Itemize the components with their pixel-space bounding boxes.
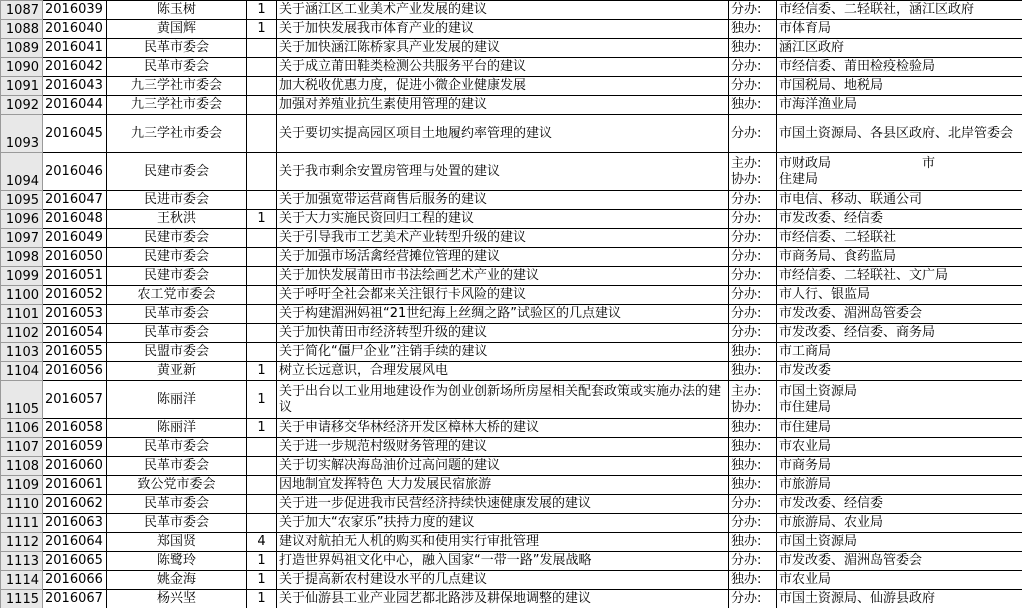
handling-mode-label: 分办: <box>731 287 762 302</box>
cell-handling-mode[interactable] <box>729 115 777 153</box>
cell-proposer[interactable]: 黄亚新 <box>107 362 247 381</box>
organization-text: 市体育局 <box>779 21 832 36</box>
cell-count[interactable]: 1 <box>247 552 277 571</box>
row-header[interactable]: 1087 <box>1 1 43 20</box>
row-header[interactable]: 1088 <box>1 20 43 39</box>
cell-proposal-code[interactable]: 2016058 <box>43 419 107 438</box>
cell-handling-mode[interactable] <box>729 229 777 248</box>
cell-proposer[interactable]: 九三学社市委会 <box>107 96 247 115</box>
organization-text: 市发改委、经信委、商务局 <box>779 325 936 340</box>
cell-proposal-code[interactable]: 2016045 <box>43 115 107 153</box>
cell-count[interactable]: 4 <box>247 533 277 552</box>
cell-proposal-code[interactable]: 2016039 <box>43 1 107 20</box>
cell-count[interactable] <box>247 457 277 476</box>
row-header[interactable]: 1109 <box>1 476 43 495</box>
cell-handling-mode[interactable] <box>729 286 777 305</box>
cell-responsible-organization[interactable] <box>777 20 1022 39</box>
organization-text: 市工商局 <box>779 344 832 359</box>
cell-proposal-code[interactable]: 2016044 <box>43 96 107 115</box>
row-header[interactable]: 1115 <box>1 590 43 608</box>
table-row <box>1 438 1022 457</box>
cell-responsible-organization[interactable] <box>777 533 1022 552</box>
row-header[interactable]: 1107 <box>1 438 43 457</box>
cell-proposal-code[interactable]: 2016040 <box>43 20 107 39</box>
cell-handling-mode[interactable] <box>729 305 777 324</box>
cell-proposal-code[interactable]: 2016052 <box>43 286 107 305</box>
cell-count[interactable] <box>247 438 277 457</box>
cell-count[interactable] <box>247 495 277 514</box>
cell-handling-mode[interactable] <box>729 20 777 39</box>
cell-handling-mode[interactable] <box>729 419 777 438</box>
handling-mode-label: 分办: <box>731 325 762 340</box>
row-header[interactable]: 1114 <box>1 571 43 590</box>
organization-text: 市国土资源局 <box>779 383 858 399</box>
cell-proposal-title[interactable]: 关于加大“农家乐”扶持力度的建议 <box>277 514 729 533</box>
cell-proposal-title[interactable]: 因地制宜发挥特色 大力发展民宿旅游 <box>277 476 729 495</box>
row-header[interactable]: 1106 <box>1 419 43 438</box>
cell-handling-mode[interactable] <box>729 153 777 191</box>
cell-responsible-organization[interactable] <box>777 381 1022 419</box>
table-row <box>1 495 1022 514</box>
cell-proposal-title[interactable]: 关于构建湄洲妈祖“21世纪海上丝绸之路”试验区的几点建议 <box>277 305 729 324</box>
organization-text: 市发改委 <box>779 363 832 378</box>
handling-mode-label: 独办: <box>731 21 762 36</box>
cell-proposal-code[interactable]: 2016066 <box>43 571 107 590</box>
row-header[interactable]: 1105 <box>1 381 43 419</box>
cell-responsible-organization[interactable] <box>777 419 1022 438</box>
table-row <box>1 248 1022 267</box>
handling-mode-label: 分办: <box>731 591 762 606</box>
cell-proposer[interactable]: 王秋洪 <box>107 210 247 229</box>
cell-proposal-code[interactable]: 2016047 <box>43 191 107 210</box>
cell-responsible-organization[interactable] <box>777 229 1022 248</box>
organization-text: 市旅游局、农业局 <box>779 515 884 530</box>
cell-proposer[interactable]: 民革市委会 <box>107 438 247 457</box>
cell-proposal-title[interactable]: 建议对航拍无人机的购买和使用实行审批管理 <box>277 533 729 552</box>
cell-count[interactable] <box>247 96 277 115</box>
row-header[interactable]: 1098 <box>1 248 43 267</box>
cell-proposal-code[interactable]: 2016050 <box>43 248 107 267</box>
cell-responsible-organization[interactable] <box>777 96 1022 115</box>
handling-mode-label: 分办: <box>731 249 762 264</box>
cell-proposal-title[interactable]: 打造世界妈祖文化中心，融入国家“一带一路”发展战略 <box>277 552 729 571</box>
organization-text: 市国土资源局、仙游县政府 <box>779 591 936 606</box>
cell-proposal-title[interactable]: 加强对养殖业抗生素使用管理的建议 <box>277 96 729 115</box>
cell-proposal-code[interactable]: 2016057 <box>43 381 107 419</box>
cell-count[interactable] <box>247 153 277 191</box>
row-header[interactable]: 1111 <box>1 514 43 533</box>
cell-proposal-title[interactable]: 关于进一步促进我市民营经济持续快速健康发展的建议 <box>277 495 729 514</box>
cell-handling-mode[interactable] <box>729 58 777 77</box>
cell-handling-mode[interactable] <box>729 590 777 608</box>
organization-text: 市电信、移动、联通公司 <box>779 192 923 207</box>
cell-handling-mode[interactable] <box>729 343 777 362</box>
cell-count[interactable]: 1 <box>247 1 277 20</box>
cell-responsible-organization[interactable] <box>777 324 1022 343</box>
cell-proposal-title[interactable]: 关于加快发展莆田市书法绘画艺术产业的建议 <box>277 267 729 286</box>
cell-responsible-organization[interactable] <box>777 58 1022 77</box>
table-row <box>1 324 1022 343</box>
handling-mode-label: 分办: <box>731 192 762 207</box>
cell-responsible-organization[interactable] <box>777 248 1022 267</box>
cell-proposer[interactable]: 民进市委会 <box>107 191 247 210</box>
cell-proposal-code[interactable]: 2016063 <box>43 514 107 533</box>
cell-handling-mode[interactable] <box>729 438 777 457</box>
handling-mode-label: 分办: <box>731 59 762 74</box>
cell-proposal-title[interactable]: 关于我市剩余安置房管理与处置的建议 <box>277 153 729 191</box>
handling-mode-label: 独办: <box>731 363 762 378</box>
cell-handling-mode[interactable] <box>729 381 777 419</box>
cell-proposer[interactable]: 民建市委会 <box>107 267 247 286</box>
table-row <box>1 115 1022 153</box>
cell-proposer[interactable]: 民革市委会 <box>107 495 247 514</box>
cell-handling-mode[interactable] <box>729 533 777 552</box>
cell-proposal-code[interactable]: 2016054 <box>43 324 107 343</box>
organization-text: 市发改委、经信委 <box>779 496 884 511</box>
cell-proposal-code[interactable]: 2016055 <box>43 343 107 362</box>
cell-proposal-title[interactable]: 关于加强宽带运营商售后服务的建议 <box>277 191 729 210</box>
handling-mode-label: 分办: <box>731 306 762 321</box>
cell-proposer[interactable]: 陈鹭玲 <box>107 552 247 571</box>
organization-text: 市发改委、湄洲岛管委会 <box>779 553 923 568</box>
cell-proposer[interactable]: 民建市委会 <box>107 248 247 267</box>
cell-handling-mode[interactable] <box>729 362 777 381</box>
cell-responsible-organization[interactable] <box>777 153 1022 191</box>
cell-proposal-title[interactable]: 关于提高新农村建设水平的几点建议 <box>277 571 729 590</box>
cell-proposal-title[interactable]: 关于简化“僵尸企业”注销手续的建议 <box>277 343 729 362</box>
organization-text: 市发改委、经信委 <box>779 211 884 226</box>
cell-responsible-organization[interactable] <box>777 476 1022 495</box>
cell-count[interactable]: 1 <box>247 571 277 590</box>
cell-responsible-organization[interactable] <box>777 210 1022 229</box>
cell-proposal-code[interactable]: 2016064 <box>43 533 107 552</box>
cell-proposal-title[interactable]: 树立长远意识，合理发展风电 <box>277 362 729 381</box>
organization-text-secondary: 住建局 <box>779 171 819 187</box>
handling-mode-label: 主办: <box>731 155 762 171</box>
cell-count[interactable]: 1 <box>247 419 277 438</box>
cell-handling-mode[interactable] <box>729 248 777 267</box>
row-header[interactable]: 1089 <box>1 39 43 58</box>
cell-proposer[interactable]: 民革市委会 <box>107 457 247 476</box>
table-row <box>1 381 1022 419</box>
cell-handling-mode[interactable] <box>729 191 777 210</box>
cell-responsible-organization[interactable] <box>777 39 1022 58</box>
cell-proposal-code[interactable]: 2016048 <box>43 210 107 229</box>
cell-responsible-organization[interactable] <box>777 514 1022 533</box>
handling-mode-label: 独办: <box>731 97 762 112</box>
cell-responsible-organization[interactable] <box>777 305 1022 324</box>
organization-text: 市海洋渔业局 <box>779 97 858 112</box>
cell-proposal-code[interactable]: 2016041 <box>43 39 107 58</box>
table-row <box>1 20 1022 39</box>
organization-text: 市国土资源局、各县区政府、北岸管委会 <box>779 125 1014 141</box>
cell-handling-mode[interactable] <box>729 210 777 229</box>
row-header[interactable]: 1101 <box>1 305 43 324</box>
cell-count[interactable]: 1 <box>247 362 277 381</box>
cell-proposer[interactable]: 民建市委会 <box>107 153 247 191</box>
handling-mode-label: 分办: <box>731 553 762 568</box>
organization-text: 市农业局 <box>779 439 832 454</box>
handling-mode-label-secondary: 协办: <box>731 399 762 415</box>
row-header[interactable]: 1113 <box>1 552 43 571</box>
table-row <box>1 343 1022 362</box>
cell-proposer[interactable]: 民革市委会 <box>107 58 247 77</box>
cell-responsible-organization[interactable] <box>777 457 1022 476</box>
row-header[interactable]: 1096 <box>1 210 43 229</box>
row-header[interactable]: 1093 <box>1 115 43 153</box>
cell-proposer[interactable]: 民革市委会 <box>107 39 247 58</box>
cell-proposal-title[interactable]: 关于申请移交华林经济开发区樟林大桥的建议 <box>277 419 729 438</box>
cell-responsible-organization[interactable] <box>777 115 1022 153</box>
cell-proposer[interactable]: 民盟市委会 <box>107 343 247 362</box>
cell-proposal-code[interactable]: 2016062 <box>43 495 107 514</box>
cell-proposal-code[interactable]: 2016046 <box>43 153 107 191</box>
row-header[interactable]: 1091 <box>1 77 43 96</box>
cell-proposer[interactable]: 民革市委会 <box>107 305 247 324</box>
table-row <box>1 267 1022 286</box>
cell-proposal-title[interactable]: 关于成立莆田鞋类检测公共服务平台的建议 <box>277 58 729 77</box>
cell-responsible-organization[interactable] <box>777 267 1022 286</box>
handling-mode-label: 独办: <box>731 534 762 549</box>
cell-responsible-organization[interactable] <box>777 495 1022 514</box>
organization-text: 市旅游局 <box>779 477 832 492</box>
cell-proposer[interactable]: 九三学社市委会 <box>107 115 247 153</box>
handling-mode-label: 独办: <box>731 477 762 492</box>
cell-proposer[interactable]: 民革市委会 <box>107 324 247 343</box>
cell-proposal-title[interactable]: 加大税收优惠力度，促进小微企业健康发展 <box>277 77 729 96</box>
row-header[interactable]: 1104 <box>1 362 43 381</box>
cell-count[interactable] <box>247 39 277 58</box>
table-row <box>1 286 1022 305</box>
handling-mode-label: 独办: <box>731 572 762 587</box>
cell-proposal-code[interactable]: 2016059 <box>43 438 107 457</box>
cell-proposer[interactable]: 致公党市委会 <box>107 476 247 495</box>
cell-proposal-code[interactable]: 2016049 <box>43 229 107 248</box>
cell-proposal-code[interactable]: 2016042 <box>43 58 107 77</box>
handling-mode-label: 独办: <box>731 40 762 55</box>
table-row <box>1 590 1022 608</box>
row-header[interactable]: 1108 <box>1 457 43 476</box>
cell-proposer[interactable]: 陈丽洋 <box>107 381 247 419</box>
cell-proposal-title[interactable]: 关于切实解决海岛油价过高问题的建议 <box>277 457 729 476</box>
cell-proposal-code[interactable]: 2016053 <box>43 305 107 324</box>
cell-proposal-title[interactable]: 关于引导我市工艺美术产业转型升级的建议 <box>277 229 729 248</box>
cell-proposal-title[interactable]: 关于仙游县工业产业园艺都北路涉及耕保地调整的建议 <box>277 590 729 608</box>
cell-handling-mode[interactable] <box>729 39 777 58</box>
cell-count[interactable] <box>247 286 277 305</box>
organization-text: 市财政局 市 <box>779 155 936 171</box>
table-row <box>1 552 1022 571</box>
organization-text-secondary: 市住建局 <box>779 399 832 415</box>
organization-text: 市经信委、莆田检疫检验局 <box>779 59 936 74</box>
cell-count[interactable] <box>247 305 277 324</box>
cell-responsible-organization[interactable] <box>777 571 1022 590</box>
cell-handling-mode[interactable] <box>729 457 777 476</box>
organization-text: 市国土资源局 <box>779 534 858 549</box>
cell-proposal-title[interactable]: 关于要切实提高园区项目土地履约率管理的建议 <box>277 115 729 153</box>
cell-proposer[interactable]: 陈丽洋 <box>107 419 247 438</box>
cell-count[interactable] <box>247 58 277 77</box>
cell-responsible-organization[interactable] <box>777 590 1022 608</box>
organization-text: 市商务局 <box>779 458 832 473</box>
cell-count[interactable] <box>247 267 277 286</box>
cell-handling-mode[interactable] <box>729 96 777 115</box>
handling-mode-label: 分办: <box>731 515 762 530</box>
table-row <box>1 457 1022 476</box>
table-row <box>1 77 1022 96</box>
cell-proposal-title[interactable]: 关于出台以工业用地建设作为创业创新场所房屋相关配套政策或实施办法的建议 <box>277 381 729 419</box>
table-row <box>1 229 1022 248</box>
handling-mode-label: 分办: <box>731 211 762 226</box>
cell-handling-mode[interactable] <box>729 1 777 20</box>
handling-mode-label: 独办: <box>731 420 762 435</box>
cell-count[interactable]: 1 <box>247 590 277 608</box>
cell-handling-mode[interactable] <box>729 571 777 590</box>
cell-proposer[interactable]: 姚金海 <box>107 571 247 590</box>
table-row <box>1 96 1022 115</box>
cell-count[interactable] <box>247 324 277 343</box>
cell-proposal-title[interactable]: 关于大力实施民资回归工程的建议 <box>277 210 729 229</box>
handling-mode-label: 分办: <box>731 496 762 511</box>
table-row <box>1 58 1022 77</box>
table-row <box>1 571 1022 590</box>
row-header[interactable]: 1090 <box>1 58 43 77</box>
cell-proposal-title[interactable]: 关于加快涵江陈桥家具产业发展的建议 <box>277 39 729 58</box>
cell-proposer[interactable]: 杨兴坚 <box>107 590 247 608</box>
row-header[interactable]: 1102 <box>1 324 43 343</box>
table-row <box>1 476 1022 495</box>
handling-mode-label: 分办: <box>731 2 762 17</box>
organization-text: 市商务局、食药监局 <box>779 249 897 264</box>
table-row <box>1 514 1022 533</box>
cell-proposer[interactable]: 民革市委会 <box>107 514 247 533</box>
handling-mode-label: 分办: <box>731 78 762 93</box>
cell-proposal-title[interactable]: 关于加强市场活禽经营摊位管理的建议 <box>277 248 729 267</box>
row-header[interactable]: 1095 <box>1 191 43 210</box>
cell-proposal-title[interactable]: 关于进一步规范村级财务管理的建议 <box>277 438 729 457</box>
cell-responsible-organization[interactable] <box>777 1 1022 20</box>
organization-text: 市经信委、二轻联社、文广局 <box>779 268 949 283</box>
organization-text: 市经信委、二轻联社 <box>779 230 897 245</box>
cell-count[interactable] <box>247 514 277 533</box>
cell-proposer[interactable]: 民建市委会 <box>107 229 247 248</box>
organization-text: 涵江区政府 <box>779 40 845 55</box>
row-header[interactable]: 1092 <box>1 96 43 115</box>
organization-text: 市发改委、湄洲岛管委会 <box>779 306 923 321</box>
cell-count[interactable]: 1 <box>247 20 277 39</box>
organization-text: 市人行、银监局 <box>779 287 871 302</box>
cell-proposal-title[interactable]: 关于涵江区工业美术产业发展的建议 <box>277 1 729 20</box>
row-header[interactable]: 1100 <box>1 286 43 305</box>
cell-proposal-code[interactable]: 2016065 <box>43 552 107 571</box>
cell-responsible-organization[interactable] <box>777 362 1022 381</box>
handling-mode-label: 主办: <box>731 383 762 399</box>
cell-count[interactable] <box>247 229 277 248</box>
cell-handling-mode[interactable] <box>729 552 777 571</box>
table-row <box>1 305 1022 324</box>
handling-mode-label: 分办: <box>731 268 762 283</box>
cell-count[interactable]: 1 <box>247 210 277 229</box>
cell-responsible-organization[interactable] <box>777 286 1022 305</box>
table-row <box>1 1 1022 20</box>
handling-mode-label-secondary: 协办: <box>731 171 762 187</box>
table-row <box>1 39 1022 58</box>
cell-proposal-title[interactable]: 关于呼吁全社会都来关注银行卡风险的建议 <box>277 286 729 305</box>
cell-proposal-code[interactable]: 2016051 <box>43 267 107 286</box>
handling-mode-label: 独办: <box>731 344 762 359</box>
cell-proposer[interactable]: 郑国贤 <box>107 533 247 552</box>
row-header[interactable]: 1099 <box>1 267 43 286</box>
cell-proposal-code[interactable]: 2016067 <box>43 590 107 608</box>
cell-proposer[interactable]: 黄国辉 <box>107 20 247 39</box>
cell-proposal-code[interactable]: 2016056 <box>43 362 107 381</box>
cell-count[interactable] <box>247 248 277 267</box>
table-row <box>1 210 1022 229</box>
cell-handling-mode[interactable] <box>729 476 777 495</box>
table-row <box>1 153 1022 191</box>
cell-responsible-organization[interactable] <box>777 191 1022 210</box>
cell-responsible-organization[interactable] <box>777 552 1022 571</box>
cell-count[interactable] <box>247 77 277 96</box>
cell-proposer[interactable]: 陈玉树 <box>107 1 247 20</box>
cell-responsible-organization[interactable] <box>777 438 1022 457</box>
organization-text: 市农业局 <box>779 572 832 587</box>
cell-handling-mode[interactable] <box>729 77 777 96</box>
cell-proposal-title[interactable]: 关于加快发展我市体育产业的建议 <box>277 20 729 39</box>
cell-proposer[interactable]: 农工党市委会 <box>107 286 247 305</box>
table-row <box>1 362 1022 381</box>
table-row <box>1 419 1022 438</box>
row-header[interactable]: 1094 <box>1 153 43 191</box>
row-header[interactable]: 1112 <box>1 533 43 552</box>
cell-proposal-code[interactable]: 2016043 <box>43 77 107 96</box>
organization-text: 市经信委、二轻联社，涵江区政府 <box>779 2 975 17</box>
cell-count[interactable] <box>247 476 277 495</box>
cell-handling-mode[interactable] <box>729 495 777 514</box>
table-row <box>1 533 1022 552</box>
cell-proposal-code[interactable]: 2016061 <box>43 476 107 495</box>
cell-responsible-organization[interactable] <box>777 343 1022 362</box>
table-row <box>1 191 1022 210</box>
handling-mode-label: 分办: <box>731 230 762 245</box>
cell-count[interactable] <box>247 343 277 362</box>
cell-handling-mode[interactable] <box>729 324 777 343</box>
handling-mode-label: 独办: <box>731 439 762 454</box>
cell-count[interactable]: 1 <box>247 381 277 419</box>
cell-proposal-title[interactable]: 关于加快莆田市经济转型升级的建议 <box>277 324 729 343</box>
cell-proposal-code[interactable]: 2016060 <box>43 457 107 476</box>
cell-handling-mode[interactable] <box>729 514 777 533</box>
row-header[interactable]: 1103 <box>1 343 43 362</box>
handling-mode-label: 独办: <box>731 458 762 473</box>
cell-responsible-organization[interactable] <box>777 77 1022 96</box>
row-header[interactable]: 1097 <box>1 229 43 248</box>
cell-handling-mode[interactable] <box>729 267 777 286</box>
organization-text: 市国税局、地税局 <box>779 78 884 93</box>
cell-proposer[interactable]: 九三学社市委会 <box>107 77 247 96</box>
row-header[interactable]: 1110 <box>1 495 43 514</box>
cell-count[interactable] <box>247 191 277 210</box>
handling-mode-label: 分办: <box>731 125 762 141</box>
cell-count[interactable] <box>247 115 277 153</box>
organization-text: 市住建局 <box>779 420 832 435</box>
